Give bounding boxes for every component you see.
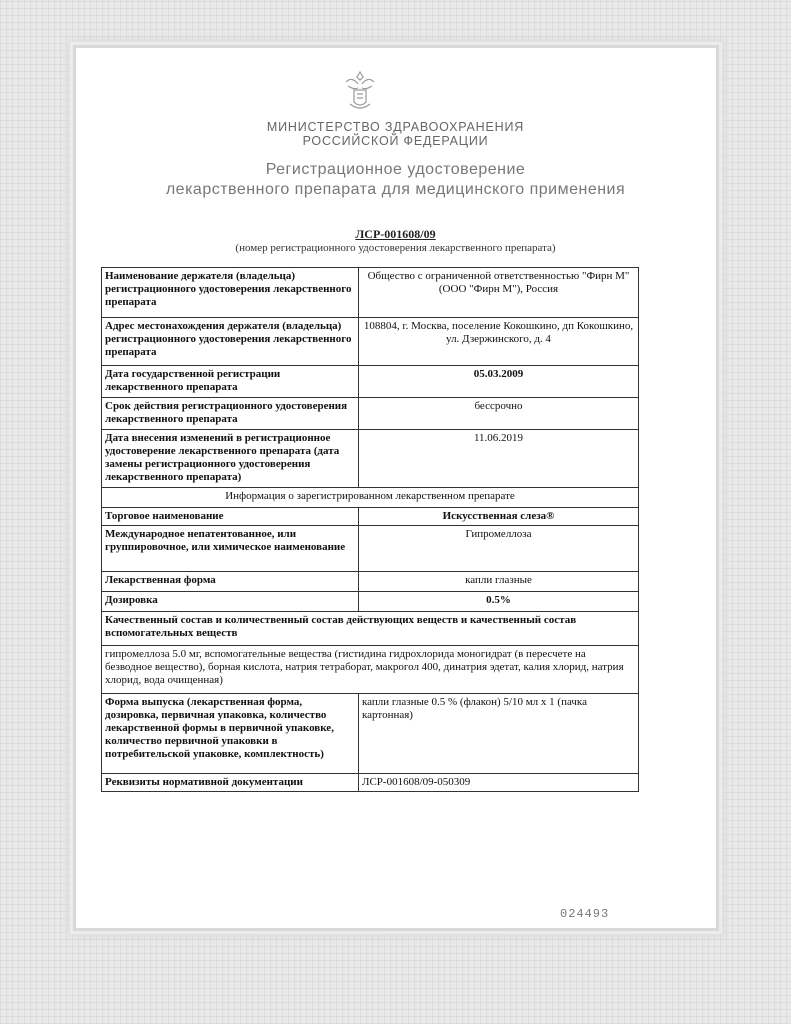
table-row <box>102 592 639 612</box>
registration-number: ЛСР-001608/09 <box>355 227 436 241</box>
table-row <box>102 398 639 430</box>
page-number: 024493 <box>560 907 610 921</box>
dosage-label: Дозировка <box>102 592 359 612</box>
table-row <box>102 572 639 592</box>
dosage-form-label: Лекарственная форма <box>102 572 359 592</box>
ministry-heading <box>0 120 791 148</box>
dosage-form-value: капли глазные <box>359 572 639 592</box>
normative-doc-value: ЛСР-001608/09-050309 <box>359 774 639 792</box>
change-date-label: Дата внесения изменений в регистрационное удостоверение лекарственного препарата (дата замены регистрационного удостоверения лекарственного препарата) <box>102 430 359 488</box>
trade-name-value: Искусственная слеза® <box>359 508 639 526</box>
table-row <box>102 268 639 318</box>
table-row <box>102 508 639 526</box>
registration-number-caption: (номер регистрационного удостоверения лекарственного препарата) <box>235 242 556 254</box>
reg-date-label: Дата государственной регистрации лекарственного препарата <box>102 366 359 398</box>
table-row <box>102 318 639 366</box>
change-date-value: 11.06.2019 <box>359 430 639 488</box>
ministry-line-2: РОССИЙСКОЙ ФЕДЕРАЦИИ <box>302 134 489 148</box>
table-row <box>102 694 639 774</box>
normative-doc-label: Реквизиты нормативной документации <box>102 774 359 792</box>
coat-of-arms-emblem <box>340 68 380 112</box>
table-row <box>102 366 639 398</box>
document-title-line-1: Регистрационное удостоверение <box>265 161 526 178</box>
dosage-value: 0.5% <box>359 592 639 612</box>
holder-value: Общество с ограниченной ответственностью "Фирн М" (ООО "Фирн М"), Россия <box>359 268 639 318</box>
table-row <box>102 646 639 694</box>
document-title-line-2: лекарственного препарата для медицинского применения <box>165 181 626 198</box>
info-section-header: Информация о зарегистрированном лекарственном препарате <box>102 488 639 508</box>
ministry-line-1: МИНИСТЕРСТВО ЗДРАВООХРАНЕНИЯ <box>266 120 525 134</box>
release-form-label: Форма выпуска (лекарственная форма, дозировка, первичная упаковка, количество лекарственной формы в первичной упаковке, количество первичной упаковки в потребительской упаковке, комплектность) <box>102 694 359 774</box>
release-form-value: капли глазные 0.5 % (флакон) 5/10 мл х 1 (пачка картонная) <box>359 694 639 774</box>
composition-header: Качественный состав и количественный состав действующих веществ и качественный состав вспомогательных веществ <box>102 612 639 646</box>
inn-value: Гипромеллоза <box>359 526 639 572</box>
document-title <box>0 160 791 200</box>
address-value: 108804, г. Москва, поселение Кокошкино, дп Кокошкино, ул. Дзержинского, д. 4 <box>359 318 639 366</box>
table-row <box>102 774 639 792</box>
validity-value: бессрочно <box>359 398 639 430</box>
reg-date-value: 05.03.2009 <box>359 366 639 398</box>
table-row <box>102 612 639 646</box>
composition-text: гипромеллоза 5.0 мг, вспомогательные вещества (гистидина гидрохлорида моногидрат (в пересчете на безводное вещество), борная кислота, натрия тетраборат, макрогол 400, динатрия эдетат, калия хлорид, натрия хлорид, вода очищенная) <box>102 646 639 694</box>
address-label: Адрес местонахождения держателя (владельца) регистрационного удостоверения лекарственного препарата <box>102 318 359 366</box>
table-row <box>102 430 639 488</box>
validity-label: Срок действия регистрационного удостоверения лекарственного препарата <box>102 398 359 430</box>
registration-table <box>101 267 639 792</box>
holder-label: Наименование держателя (владельца) регистрационного удостоверения лекарственного препарата <box>102 268 359 318</box>
table-row <box>102 526 639 572</box>
table-row <box>102 488 639 508</box>
inn-label: Международное непатентованное, или группировочное, или химическое наименование <box>102 526 359 572</box>
trade-name-label: Торговое наименование <box>102 508 359 526</box>
